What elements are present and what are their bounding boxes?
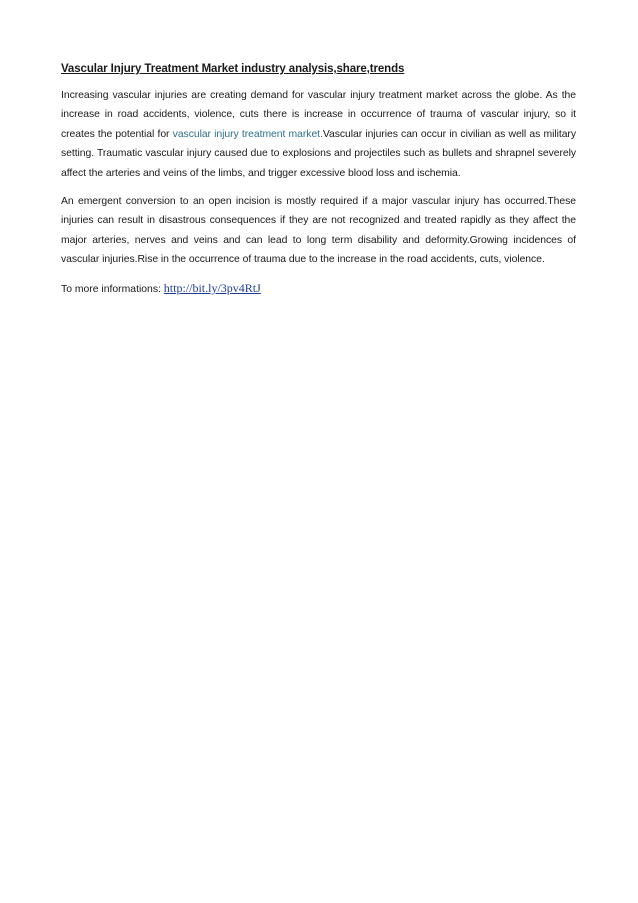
document-body	[61, 62, 576, 299]
paragraph-2: An emergent conversion to an open incision is mostly required if a major vascular injury has occurred.These injuries can result in disastrous consequences if they are not recognized and treated rapidly as they affect the major arteries, nerves and veins and can lead to long term disability and deformity.Growing incidences of vascular injuries.Rise in the occurrence of trauma due to the increase in the road accidents, cuts, violence.	[61, 196, 576, 266]
paragraph-1	[61, 86, 576, 183]
more-info-line	[61, 279, 576, 299]
paragraph-1-text-start: Increasing vascular injuries are creating demand for vascular injury treatment market across the globe. As the increase in road accidents, violence, cuts there is increase in occurrence of trauma of vascular injury, so it creates the potential for	[61, 90, 576, 140]
paragraph-1-text-end: Vascular injuries can occur in civilian as well as military setting. Traumatic vascular injury caused due to explosions and projectiles such as bullets and shrapnel severely affect the arteries and veins of the limbs, and trigger excessive blood loss and ischemia.	[61, 128, 576, 179]
document-title: Vascular Injury Treatment Market industry analysis,share,trends	[61, 63, 405, 75]
more-info-url-link[interactable]: http://bit.ly/3pv4RtJ	[163, 280, 261, 295]
more-info-label: To more informations:	[61, 283, 164, 295]
market-link[interactable]: vascular injury treatment market.	[172, 128, 323, 140]
